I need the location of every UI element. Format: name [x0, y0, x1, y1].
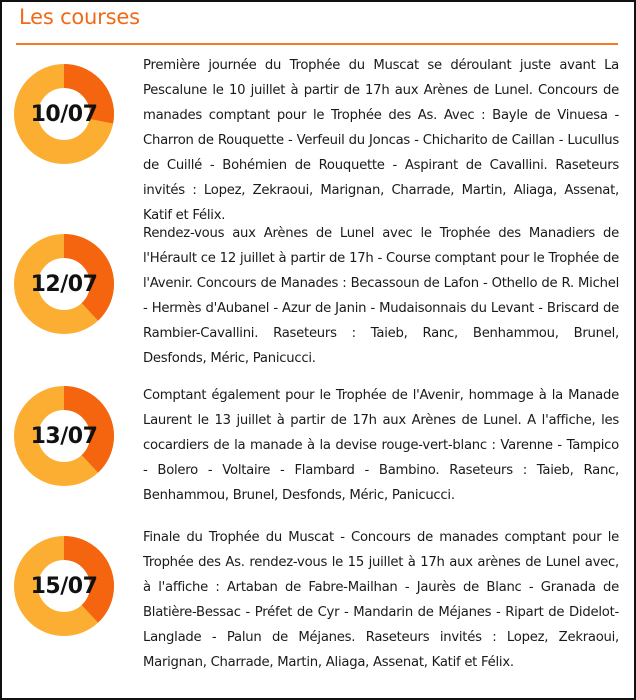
course-date: 10/07 — [30, 101, 98, 127]
date-donut — [14, 64, 114, 164]
date-donut — [14, 536, 114, 636]
course-description: Comptant également pour le Trophée de l'Avenir, hommage à la Manade Laurent le 13 juillet à partir de 17h aux Arènes de Lunel. A l'affiche, les cocardiers de la manade à la devise rouge-vert-blanc : Varenne - Tampico - Bolero - Voltaire - Flambard - Bambino. Raseteurs : Taieb, Ranc, Benhammou, Brunel, Desfonds, Méric, Panicucci. — [143, 388, 619, 503]
section-title: Les courses — [19, 5, 140, 29]
course-date: 13/07 — [30, 423, 98, 449]
course-description: Rendez-vous aux Arènes de Lunel avec le Trophée des Manadiers de l'Hérault ce 12 juillet à partir de 17h - Course comptant pour le Trophée de l'Avenir. Concours de Manades : Becassoun de Lafon - Othello de R. Michel - Hermès d'Aubanel - Azur de Janin - Mudaisonnais du Levant - Briscard de Rambier-Cavallini. Raseteurs : Taieb, Ranc, Benhammou, Brunel, Desfonds, Méric, Panicucci. — [143, 226, 619, 366]
date-donut — [14, 234, 114, 334]
date-donut — [14, 386, 114, 486]
course-date: 15/07 — [30, 573, 98, 599]
course-description: Finale du Trophée du Muscat - Concours de manades comptant pour le Trophée des As. rendez-vous le 15 juillet à 17h aux arènes de Lunel avec, à l'affiche : Artaban de Fabre-Mailhan - Jaurès de Blanc - Granada de Blatière-Bessac - Préfet de Cyr - Mandarin de Méjanes - Ripart de Didelot-Langlade - Palun de Méjanes. Raseteurs invités : Lopez, Zekraoui, Marignan, Charrade, Martin, Aliaga, Assenat, Katif et Félix. — [143, 530, 619, 670]
course-date: 12/07 — [30, 271, 98, 297]
title-underline — [16, 43, 618, 45]
course-description: Première journée du Trophée du Muscat se déroulant juste avant La Pescalune le 10 juillet à partir de 17h aux Arènes de Lunel. Concours de manades comptant pour le Trophée des As. Avec : Bayle de Vinuesa - Charron de Rouquette - Verfeuil du Joncas - Chicharito de Caillan - Lucullus de Cuillé - Bohémien de Rouquette - Aspirant de Cavallini. Raseteurs invités : Lopez, Zekraoui, Marignan, Charrade, Martin, Aliaga, Assenat, Katif et Félix. — [143, 58, 619, 223]
